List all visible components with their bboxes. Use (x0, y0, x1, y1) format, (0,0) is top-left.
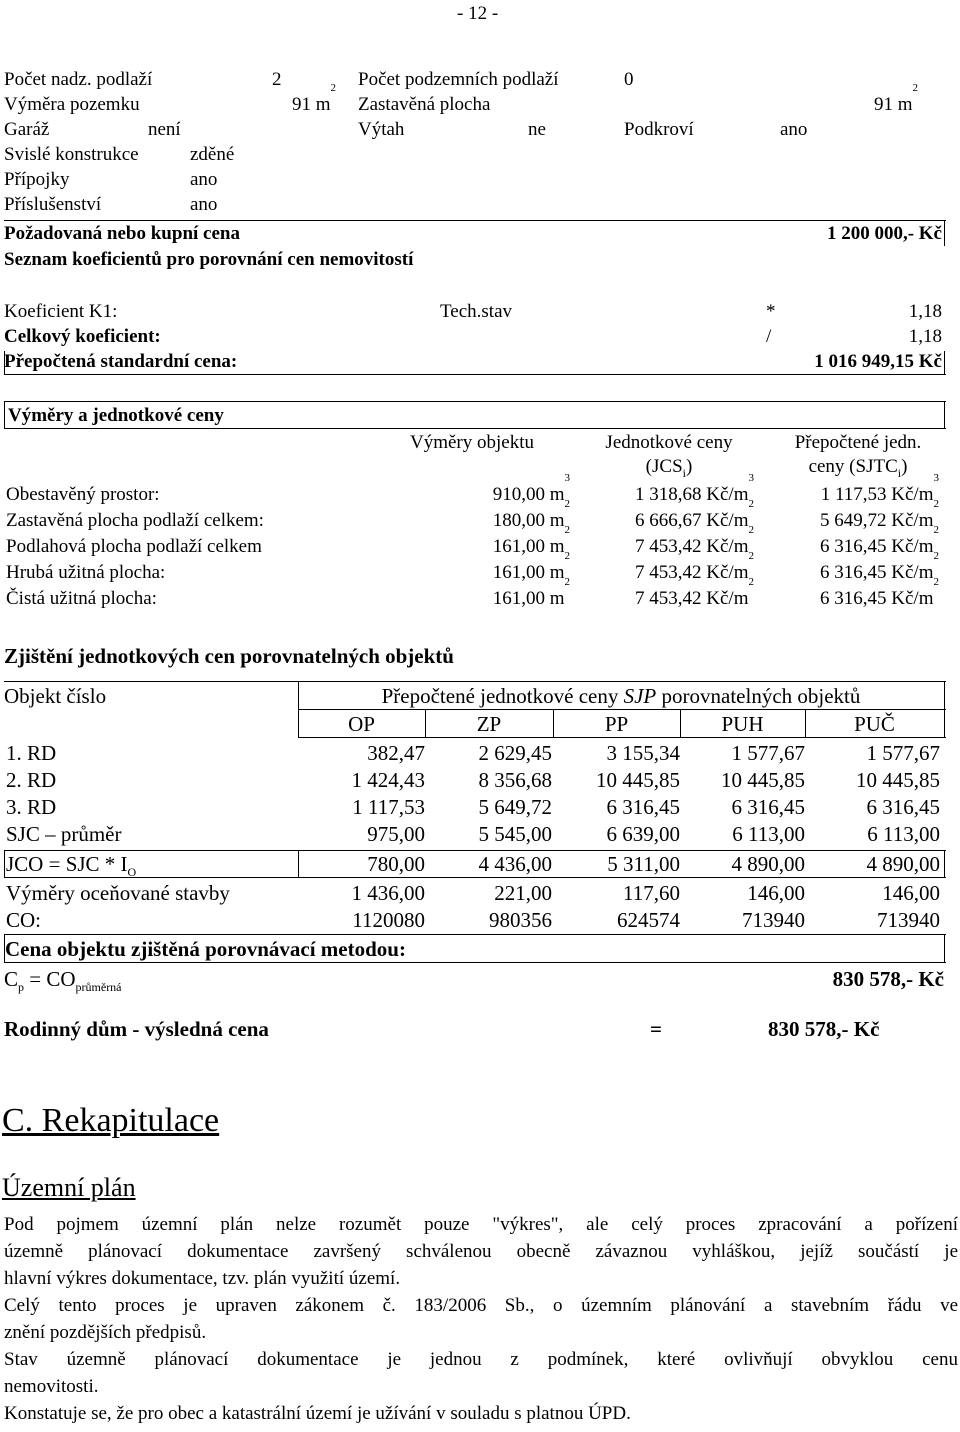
cmp-cell: 4 436,00 (478, 852, 552, 876)
built-value: 91 $m^2$ (874, 82, 919, 115)
recap-p4-line1: Konstatuje se, že pro obec a katastrální území je užívání v souladu s platnou ÚPD. (4, 1403, 631, 1424)
cmp-col-op: OP (348, 712, 375, 736)
recap-p1-line2: územně plánovací dokumentace završený schválenou obecně závaznou vyhláškou, jejíž součástí je (4, 1241, 958, 1262)
area-row-jcs: 7 453,42 $Kč/m^2$ (635, 576, 754, 609)
attic-value: ano (780, 119, 808, 140)
underground-value: 0 (624, 69, 634, 90)
cmp-cell: 1 577,67 (866, 741, 940, 765)
cp-formula: $C_p = CO_{průměrná}$ (4, 967, 122, 995)
cmp-cell: 117,60 (623, 881, 680, 905)
final-value: 830 578,- Kč (768, 1017, 880, 1041)
recap-heading: C. Rekapitulace (2, 1102, 220, 1139)
cmp-cell: 5 545,00 (478, 822, 552, 846)
cmp-vline-end (944, 681, 945, 738)
cmp-col-object: Objekt číslo (4, 684, 107, 708)
cmp-row-label: Výměry oceňované stavby (6, 881, 230, 905)
cmp-line-top (4, 681, 946, 682)
areas-col-sjtc-1: Přepočtené jedn. (794, 432, 922, 453)
cmp-row-label: 3. RD (6, 795, 57, 819)
cmp-cell: 4 890,00 (731, 852, 805, 876)
floors-label: Počet nadz. podlaží (4, 69, 153, 90)
result-box-right (944, 934, 945, 963)
cmp-cell: 5 311,00 (607, 852, 680, 876)
total-coef-operator: / (766, 326, 772, 347)
area-row-jcs: 7 453,42 $Kč/m^2$ (635, 550, 754, 583)
cmp-cell: 780,00 (367, 852, 425, 876)
cmp-cell: 6 113,00 (867, 822, 940, 846)
cmp-cell: 146,00 (747, 881, 805, 905)
recap-p1-line1: Pod pojmem územní plán nelze rozumět pouze "výkres", ale celý proces zpracování a pořízení (4, 1214, 958, 1235)
area-row-sjtc: 5 649,72 $Kč/m^2$ (820, 498, 939, 531)
total-coef-label: Celkový koeficient: (4, 326, 161, 347)
cmp-cell: 624574 (617, 908, 680, 932)
cmp-col-puh: PUH (721, 712, 764, 736)
cmp-cell: 5 649,72 (478, 795, 552, 819)
recap-p2-line2: znění pozdějších předpisů. (4, 1322, 207, 1343)
price-box-right (944, 220, 945, 246)
area-row-value: 161,00 $m^2$ (492, 550, 570, 583)
cmp-col-puc: PUČ (854, 712, 895, 736)
area-row-label: Čistá užitná plocha: (6, 588, 157, 609)
area-row-jcs: 7 453,42 $Kč/m^2$ (635, 524, 754, 557)
k1-value: 1,18 (908, 301, 942, 322)
cmp-col-zp: ZP (476, 712, 502, 736)
areas-col-area: Výměry objektu (410, 432, 535, 453)
cmp-line-mid (298, 709, 946, 710)
total-coef-value: 1,18 (908, 326, 942, 347)
cmp-cell: 4 890,00 (866, 852, 940, 876)
result-box-mid (4, 962, 946, 963)
cmp-cell: 10 445,85 (721, 768, 805, 792)
areas-col-jcs-2: $(JCS_i)$ (645, 456, 693, 480)
plot-label: Výměra pozemku (4, 94, 140, 115)
area-row-jcs: 6 666,67 $Kč/m^2$ (635, 498, 754, 531)
cmp-cell: 2 629,45 (478, 741, 552, 765)
plot-value: 91 $m^2$ (292, 82, 337, 115)
k1-name: Tech.stav (440, 301, 513, 322)
areas-box-bottom (4, 428, 946, 429)
jco-box-v1 (298, 850, 299, 878)
accessories-value: ano (190, 194, 218, 215)
jco-box-right (944, 850, 945, 878)
cmp-cell: 10 445,85 (596, 768, 680, 792)
areas-col-sjtc-2: ceny $(SJTC_i)$ (808, 456, 908, 480)
area-row-value: 180,00 $m^2$ (492, 498, 570, 531)
areas-box-left (4, 401, 5, 429)
cmp-row-label: 1. RD (6, 741, 57, 765)
cmp-cell: 10 445,85 (856, 768, 940, 792)
areas-box-right (944, 401, 945, 429)
cmp-cell: 6 316,45 (606, 795, 680, 819)
cmp-cell: 221,00 (494, 881, 552, 905)
cmp-row-label: 2. RD (6, 768, 57, 792)
cmp-cell: 1120080 (352, 908, 425, 932)
recap-p1-line3: hlavní výkres dokumentace, tzv. plán využití území. (4, 1268, 401, 1289)
cmp-cell: 975,00 (367, 822, 425, 846)
area-row-sjtc: 6 316,45 $Kč/m^2$ (820, 524, 939, 557)
cmp-row-label: CO: (6, 908, 42, 932)
accessories-label: Příslušenství (4, 194, 102, 215)
attic-label: Podkroví (624, 119, 694, 140)
cmp-cell: 8 356,68 (478, 768, 552, 792)
connections-label: Přípojky (4, 169, 70, 190)
lift-label: Výtah (358, 119, 405, 140)
recap-p3-line1: Stav územně plánovací dokumentace je jednou z podmínek, které ovlivňují obvyklou cenu (4, 1349, 958, 1370)
recap-p3-line2: nemovitosti. (4, 1376, 99, 1397)
area-row-sjtc: 6 316,45 $Kč/m^2$ (820, 550, 939, 583)
price-value: 1 200 000,- Kč (826, 223, 942, 244)
lift-value: ne (528, 119, 546, 140)
cmp-cell: 713940 (742, 908, 805, 932)
connections-value: ano (190, 169, 218, 190)
price-label: Požadovaná nebo kupní cena (4, 223, 240, 244)
cmp-cell: 6 113,00 (732, 822, 805, 846)
jco-box-left (4, 850, 5, 878)
final-eq: = (650, 1017, 662, 1041)
page-number: - 12 - (457, 3, 499, 24)
std-price-label: Přepočtená standardní cena: (4, 351, 238, 372)
area-row-jcs: 1 318,68 $Kč/m^3$ (635, 472, 754, 505)
areas-col-jcs-1: Jednotkové ceny (605, 432, 733, 453)
price-box-top (4, 220, 946, 221)
areas-title: Výměry a jednotkové ceny (8, 405, 224, 426)
cmp-cell: 713940 (877, 908, 940, 932)
area-row-value: 161,00 $m^2$ (492, 576, 570, 609)
cmp-cell: 146,00 (882, 881, 940, 905)
area-row-sjtc: 1 117,53 $Kč/m^3$ (820, 472, 939, 505)
walls-value: zděné (190, 144, 235, 165)
cmp-header: Přepočtené jednotkové ceny SJP porovnatelných objektů (381, 684, 861, 708)
cmp-cell: 382,47 (367, 741, 425, 765)
area-row-label: Hrubá užitná plocha: (6, 562, 166, 583)
cmp-cell: 1 424,43 (351, 768, 425, 792)
cmp-cell: 3 155,34 (606, 741, 680, 765)
cmp-cell: 1 436,00 (351, 881, 425, 905)
recap-subheading: Územní plán (2, 1173, 136, 1202)
k1-operator: * (766, 301, 776, 322)
cp-value: 830 578,- Kč (832, 967, 944, 991)
area-row-label: Podlahová plocha podlaží celkem (6, 536, 262, 557)
cmp-cell: 6 316,45 (866, 795, 940, 819)
coef-list-label: Seznam koeficientů pro porovnání cen nemovitostí (4, 249, 414, 270)
floors-value: 2 (272, 69, 282, 90)
k1-label: Koeficient K1: (4, 301, 118, 322)
std-price-value: 1 016 949,15 Kč (814, 351, 942, 372)
cmp-row-label: JCO = SJC * $I_O$ (6, 852, 137, 880)
underground-label: Počet podzemních podlaží (358, 69, 559, 90)
areas-box-top (4, 401, 946, 402)
area-row-label: Zastavěná plocha podlaží celkem: (6, 510, 264, 531)
walls-label: Svislé konstrukce (4, 144, 139, 165)
jco-box-top (4, 850, 946, 851)
cmp-cell: 6 316,45 (731, 795, 805, 819)
built-label: Zastavěná plocha (358, 94, 491, 115)
final-label: Rodinný dům - výsledná cena (4, 1017, 269, 1041)
cmp-row-label: SJC – průměr (6, 822, 122, 846)
area-row-sjtc: 6 316,45 $Kč/m^2$ (820, 576, 939, 609)
cmp-line-hbottom (298, 737, 946, 738)
cmp-col-pp: PP (604, 712, 629, 736)
comparison-title: Zjištění jednotkových cen porovnatelných objektů (4, 644, 454, 668)
result-box-top (4, 934, 946, 935)
std-box-right (944, 351, 945, 375)
cmp-cell: 1 117,53 (352, 795, 425, 819)
area-row-value: 910,00 $m^3$ (492, 472, 570, 505)
cmp-cell: 6 639,00 (606, 822, 680, 846)
area-row-label: Obestavěný prostor: (6, 484, 160, 505)
garage-value: není (148, 119, 181, 140)
cmp-cell: 1 577,67 (731, 741, 805, 765)
garage-label: Garáž (4, 119, 50, 140)
result-title: Cena objektu zjištěná porovnávací metodou: (5, 937, 406, 961)
jco-box-bottom (4, 877, 946, 878)
cmp-cell: 980356 (489, 908, 552, 932)
std-box-bottom (4, 374, 946, 375)
area-row-value: 161,00 $m^2$ (492, 524, 570, 557)
recap-p2-line1: Celý tento proces je upraven zákonem č. 183/2006 Sb., o územním plánování a stavebním řádu ve (4, 1295, 958, 1316)
